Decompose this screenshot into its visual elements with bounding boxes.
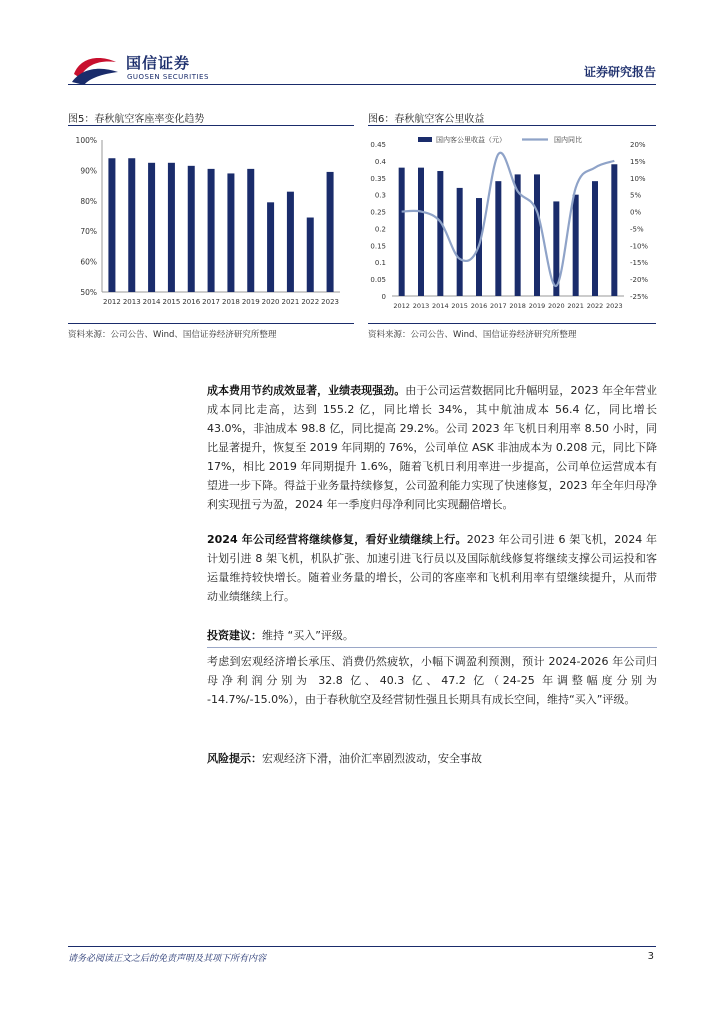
bar	[128, 158, 135, 292]
guosen-logo	[70, 52, 120, 86]
x-tick-label: 2017	[202, 298, 220, 306]
y-tick-label: 50%	[80, 288, 97, 297]
x-tick-label: 2014	[142, 298, 161, 306]
fig6-bottom-rule	[368, 323, 656, 324]
risk-warning-heading: 风险提示：	[207, 752, 262, 765]
x-tick-label: 2016	[470, 302, 488, 310]
report-type: 证券研究报告	[583, 65, 656, 79]
right-y-tick-label: 0%	[630, 208, 642, 217]
bar	[534, 174, 540, 296]
legend-bar-label: 国内客公里收益（元）	[436, 136, 506, 144]
risk-warning	[207, 749, 657, 768]
x-tick-label: 2015	[162, 298, 181, 306]
bar	[327, 172, 334, 292]
left-y-tick-label: 0.25	[370, 208, 386, 217]
bar	[188, 166, 195, 292]
x-tick-label: 2012	[393, 302, 410, 310]
right-y-tick-label: -10%	[630, 242, 649, 251]
right-y-tick-label: 5%	[630, 191, 642, 200]
paragraph-cost-heading: 成本费用节约成效显著，业绩表现强劲。	[207, 384, 406, 397]
bar	[247, 169, 254, 292]
x-tick-label: 2022	[301, 298, 320, 306]
paragraph-cost-text: 由于公司运营数据同比升幅明显，2023 年全年营业成本同比走高，达到 155.2 亿，同比增长 34%，其中航油成本 56.4 亿，同比增长 43.0%，非油成本 98.8 亿，同比提高 29.2%。公司 2023 年飞机日利用率 8.50 小时，同比显著提升，恢复至 2019 年同期的 76%，公司单位 ASK 非油成本为 0.208 元，同比下降 17%，相比 2019 年同期提升 1.6%，随着飞机日利用率进一步提高，公司单位运营成本有望进一步下降。得益于业务量持续修复，公司盈利能力实现了快速修复，2023 年全年归母净利实现扭亏为盈，2024 年一季度归母净利同比实现翻倍增长。	[207, 384, 658, 511]
right-y-tick-label: -15%	[630, 259, 649, 268]
paragraph-outlook-heading: 2024 年公司经营将继续修复，看好业绩继续上行。	[207, 533, 467, 546]
brand-name-en: GUOSEN SECURITIES	[127, 73, 209, 81]
left-y-tick-label: 0.15	[370, 242, 386, 251]
y-tick-label: 90%	[80, 166, 97, 176]
investment-advice-heading: 投资建议：	[207, 629, 262, 642]
x-tick-label: 2023	[321, 298, 339, 306]
bar	[399, 168, 405, 296]
fig5-source: 资料来源：公司公告、Wind、国信证券经济研究所整理	[68, 330, 277, 340]
bar	[148, 163, 155, 292]
left-y-tick-label: 0.2	[374, 225, 386, 234]
x-tick-label: 2012	[103, 298, 121, 306]
y-tick-label: 60%	[80, 257, 97, 267]
fig6-chart	[362, 128, 658, 326]
investment-advice	[207, 626, 657, 645]
bar	[418, 168, 424, 296]
advice-divider	[207, 647, 657, 648]
fig6-source: 资料来源：公司公告、Wind、国信证券经济研究所整理	[368, 330, 577, 340]
brand-name: 国信证券	[126, 54, 191, 72]
fig5-bottom-rule	[68, 323, 354, 324]
footer-divider	[68, 946, 656, 947]
right-y-tick-label: 10%	[630, 174, 646, 183]
bar	[457, 188, 463, 296]
x-tick-label: 2013	[122, 298, 141, 306]
x-tick-label: 2019	[241, 298, 260, 306]
paragraph-cost	[207, 381, 657, 514]
left-y-tick-label: 0.3	[374, 191, 386, 200]
header-divider	[68, 84, 656, 85]
right-y-tick-label: 20%	[630, 141, 646, 149]
bar	[611, 164, 617, 296]
bar	[495, 181, 501, 296]
paragraph-forecast-text: 考虑到宏观经济增长承压、消费仍然疲软，小幅下调盈利预测，预计 2024-2026 年公司归母净利润分别为 32.8 亿、40.3 亿、47.2 亿（24-25 年调整幅度分别为 -14.7%/-15.0%），由于春秋航空及经营韧性强且长期具有成长空间，维持“买入”评级。	[207, 655, 657, 706]
bar	[227, 173, 234, 292]
x-tick-label: 2017	[490, 302, 507, 310]
y-tick-label: 100%	[75, 136, 97, 145]
right-y-tick-label: 15%	[630, 157, 646, 166]
right-y-tick-label: -5%	[630, 225, 644, 234]
x-tick-label: 2018	[509, 302, 526, 310]
yoy-line	[402, 153, 615, 286]
left-y-tick-label: 0.35	[370, 174, 386, 183]
x-tick-label: 2023	[606, 302, 623, 310]
fig6-title-rule	[368, 125, 656, 126]
footer-disclaimer: 请务必阅读正文之后的免责声明及其项下所有内容	[68, 954, 267, 964]
y-tick-label: 70%	[80, 227, 97, 237]
left-y-tick-label: 0.4	[374, 157, 386, 166]
left-y-tick-label: 0.1	[374, 259, 386, 268]
paragraph-outlook	[207, 530, 657, 606]
risk-warning-text: 宏观经济下滑，油价汇率剧烈波动，安全事故	[262, 752, 482, 765]
investment-advice-rating: 维持 “买入”评级。	[262, 629, 354, 642]
bar	[267, 202, 274, 292]
legend-bar-swatch	[418, 137, 432, 142]
bar	[573, 195, 579, 296]
left-y-tick-label: 0	[381, 293, 386, 301]
y-tick-label: 80%	[80, 196, 97, 206]
x-tick-label: 2020	[261, 298, 280, 306]
paragraph-outlook-text: 2023 年公司引进 6 架飞机，2024 年计划引进 8 架飞机，机队扩张、加速引进飞行员以及国际航线修复将继续支撑公司运投和客运量维持较快增长。随着业务量的增长，公司的客座率和飞机利用率有望继续提升，从而带动业绩继续上行。	[207, 533, 657, 603]
x-tick-label: 2022	[586, 302, 604, 310]
x-tick-label: 2020	[548, 302, 565, 310]
fig5-title-rule	[68, 125, 354, 126]
page-number: 3	[647, 951, 654, 962]
paragraph-forecast	[207, 652, 657, 709]
x-tick-label: 2013	[412, 302, 430, 310]
x-tick-label: 2021	[281, 298, 300, 306]
bar	[208, 169, 215, 292]
x-tick-label: 2021	[567, 302, 584, 310]
fig5-chart	[68, 128, 358, 326]
bar	[108, 158, 115, 292]
bar	[287, 192, 294, 292]
x-tick-label: 2018	[222, 298, 240, 306]
left-y-tick-label: 0.45	[370, 141, 386, 149]
bar	[437, 171, 443, 296]
bar	[168, 163, 175, 292]
x-tick-label: 2015	[451, 302, 468, 310]
x-tick-label: 2016	[182, 298, 201, 306]
fig6-title: 图6：春秋航空客公里收益	[368, 114, 485, 125]
legend-line-label: 国内同比	[554, 136, 582, 144]
fig5-title: 图5：春秋航空客座率变化趋势	[68, 114, 205, 125]
bar	[307, 218, 314, 292]
right-y-tick-label: -20%	[630, 276, 649, 285]
x-tick-label: 2014	[432, 302, 449, 310]
left-y-tick-label: 0.05	[370, 276, 386, 285]
right-y-tick-label: -25%	[630, 293, 649, 301]
x-tick-label: 2019	[528, 302, 546, 310]
bar	[592, 181, 598, 296]
